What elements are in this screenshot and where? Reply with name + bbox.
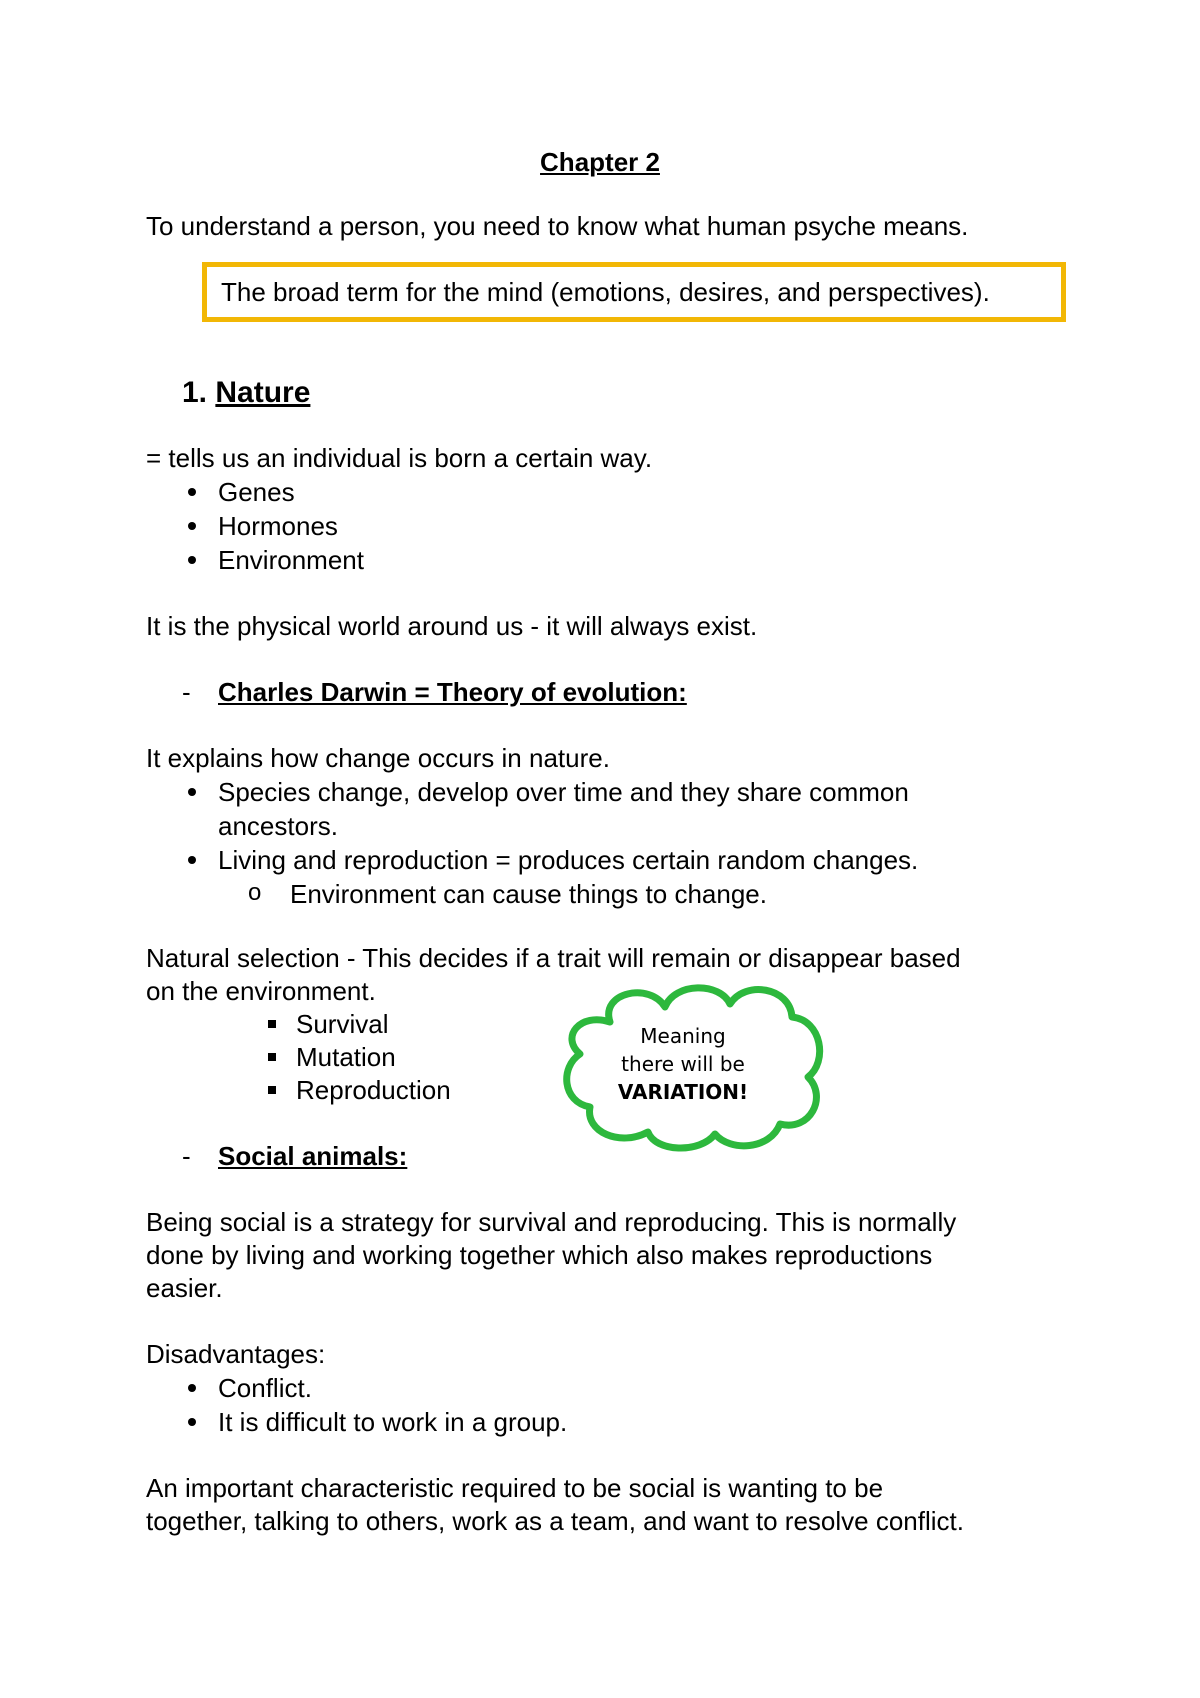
- list-item: [218, 544, 364, 576]
- bullet-icon: [188, 1418, 196, 1426]
- chapter-title: Chapter 2: [540, 147, 660, 177]
- list-item-text: Environment: [218, 545, 364, 575]
- list-item: [296, 1041, 396, 1073]
- darwin-label: Charles Darwin = Theory of evolution:: [218, 677, 687, 707]
- bullet-icon: [188, 1384, 196, 1392]
- list-item-text: Hormones: [218, 511, 338, 541]
- cloud-note-line: there will be: [621, 1052, 745, 1076]
- list-item: [296, 1074, 451, 1106]
- list-item: [218, 776, 909, 808]
- square-bullet-icon: [268, 1020, 276, 1028]
- list-item: [218, 510, 338, 542]
- closing-line2: together, talking to others, work as a team, and want to resolve conflict.: [146, 1506, 964, 1536]
- bullet-icon: [188, 522, 196, 530]
- dash-marker: -: [182, 677, 191, 707]
- list-item-continuation: ancestors.: [218, 811, 338, 841]
- list-item-text: Reproduction: [296, 1075, 451, 1105]
- square-bullet-icon: [268, 1086, 276, 1094]
- list-item: [218, 1372, 312, 1404]
- physical-world-text: It is the physical world around us - it will always exist.: [146, 611, 758, 641]
- social-paragraph-line1: Being social is a strategy for survival and reproducing. This is normally: [146, 1207, 957, 1237]
- section-number: 1.: [182, 376, 208, 409]
- natural-selection-line2: on the environment.: [146, 976, 376, 1006]
- darwin-explains: It explains how change occurs in nature.: [146, 743, 610, 773]
- cloud-note-line: Meaning: [640, 1024, 726, 1048]
- bullet-icon: [188, 556, 196, 564]
- social-paragraph-line3: easier.: [146, 1273, 223, 1303]
- sub-list-item-text: Environment can cause things to change.: [290, 879, 767, 909]
- dash-marker: -: [182, 1141, 191, 1171]
- list-item-text: Conflict.: [218, 1373, 312, 1403]
- list-item-text: Survival: [296, 1009, 389, 1039]
- list-item: [218, 476, 295, 508]
- list-item-text: It is difficult to work in a group.: [218, 1407, 568, 1437]
- natural-selection-line1: Natural selection - This decides if a trait will remain or disappear based: [146, 943, 961, 973]
- cloud-note-line: VARIATION!: [617, 1080, 749, 1104]
- list-item-text: Species change, develop over time and they share common: [218, 777, 909, 807]
- cloud-note: [560, 1022, 806, 1106]
- social-paragraph-line2: done by living and working together which also makes reproductions: [146, 1240, 933, 1270]
- bullet-icon: [188, 488, 196, 496]
- circle-bullet-icon: o: [248, 879, 262, 906]
- definition-callout: [202, 262, 1066, 322]
- social-label: Social animals:: [218, 1141, 408, 1171]
- nature-definition: = tells us an individual is born a certain way.: [146, 443, 653, 473]
- list-item-text: Living and reproduction = produces certain random changes.: [218, 845, 919, 875]
- callout-text: The broad term for the mind (emotions, desires, and perspectives).: [221, 277, 990, 307]
- bullet-icon: [188, 788, 196, 796]
- list-item-text: Mutation: [296, 1042, 396, 1072]
- section-heading-nature: [182, 375, 310, 411]
- list-item-text: Genes: [218, 477, 295, 507]
- list-item: [218, 844, 918, 876]
- closing-line1: An important characteristic required to be social is wanting to be: [146, 1473, 884, 1503]
- intro-text: To understand a person, you need to know what human psyche means.: [146, 211, 969, 241]
- section-title: Nature: [215, 376, 311, 409]
- list-item: [218, 1406, 567, 1438]
- bullet-icon: [188, 856, 196, 864]
- sub-list-item: [248, 878, 767, 910]
- list-item: [296, 1008, 388, 1040]
- disadvantages-label: Disadvantages:: [146, 1339, 326, 1369]
- square-bullet-icon: [268, 1053, 276, 1061]
